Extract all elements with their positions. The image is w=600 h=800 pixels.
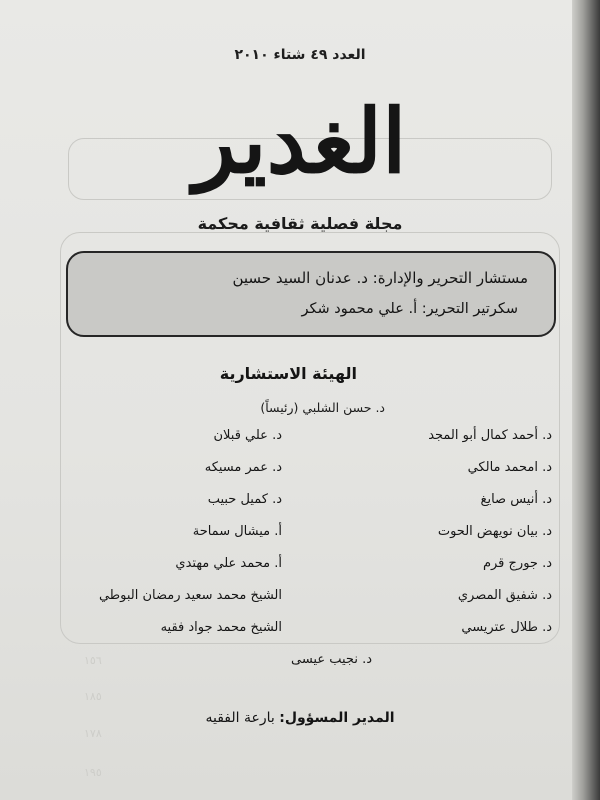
bleed-through-number: ١٩٥ — [84, 766, 102, 779]
editorial-secretary: سكرتير التحرير: أ. علي محمود شكر — [301, 301, 518, 317]
editorial-box — [66, 251, 556, 337]
board-member: د. شفيق المصري — [457, 588, 552, 603]
board-member: د. جورج قرم — [482, 556, 552, 571]
board-member: أ. ميشال سماحة — [192, 524, 282, 539]
bleed-through-number: ١٥٦ — [84, 654, 102, 667]
bleed-through-number: ١٨٥ — [84, 690, 102, 703]
advisory-board-title: الهيئة الاستشارية — [219, 364, 357, 383]
board-member-last: د. نجيب عيسى — [291, 652, 372, 667]
magazine-subtitle: مجلة فصلية ثقافية محكمة — [197, 214, 403, 233]
page-edge-shadow — [572, 0, 600, 800]
advisory-board-chair: د. حسن الشلبي (رئيساً) — [260, 400, 385, 415]
board-member: أ. محمد علي مهتدي — [175, 556, 282, 571]
magazine-logo: الغدير — [193, 89, 407, 193]
board-member: د. عمر مسيكه — [204, 460, 282, 475]
bleed-through-number: ١٧٨ — [84, 727, 102, 740]
board-member: د. بيان نويهض الحوت — [437, 524, 552, 539]
managing-director — [150, 710, 450, 726]
board-member: د. طلال عتريسي — [461, 620, 552, 635]
editorial-advisor: مستشار التحرير والإدارة: د. عدنان السيد حسين — [232, 269, 528, 287]
board-member: د. أنيس صايغ — [480, 492, 552, 507]
board-member: د. كميل حبيب — [207, 492, 282, 507]
director-label: المدير المسؤول: — [279, 710, 395, 726]
board-member: د. امحمد مالكي — [467, 460, 552, 475]
board-member: د. أحمد كمال أبو المجد — [428, 428, 552, 443]
board-member: الشيخ محمد جواد فقيه — [160, 620, 282, 635]
board-member: د. علي قبلان — [213, 428, 282, 443]
issue-line: العدد ٤٩ شتاء ٢٠١٠ — [234, 47, 366, 63]
director-name: بارعة الفقيه — [205, 710, 275, 726]
board-member: الشيخ محمد سعيد رمضان البوطي — [98, 588, 282, 603]
